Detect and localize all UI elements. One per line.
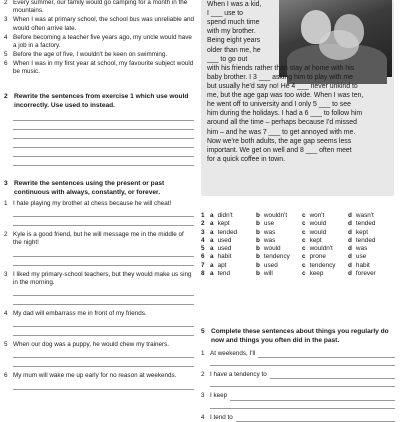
list-item: 2 I have a tendency to xyxy=(201,371,395,379)
answer-line[interactable] xyxy=(13,130,194,139)
reading-passage: When I was a kid, I ___ use to spend much time with my brother. Being eight years older than me, he ___ to go out with his friends rather than stay at home with his baby brother. I 3 ___ asking him to play with me but usually he'd say no! He 4 ___ never unkind to me, but the age gap was too wide. When I was ten, he went off to university and I only 5 ___ to see him during the holidays. I had a 6 ___ to follow him around all the time – perhaps because I'd missed him – and he was 7 ___ to get annoyed with me. Now we're both adults, the age gap seems less important. We get on well and 8 ___ often meet for a quick coffee in town. xyxy=(207,1,364,163)
answer-line[interactable] xyxy=(13,121,194,130)
exercise-3 xyxy=(4,180,194,392)
table-row: 8 a tend b will c keep d forever xyxy=(201,270,376,278)
answer-line[interactable] xyxy=(230,394,395,401)
answer-line[interactable] xyxy=(210,401,395,409)
list-item: 5 Before the age of five, I wouldn't be keen on swimming. xyxy=(4,51,168,59)
answer-line[interactable] xyxy=(13,148,194,157)
list-item: 4 I tend to xyxy=(201,414,395,422)
table-row: 3 a tended b was c would d kept xyxy=(201,228,368,236)
list-item: 3 I keep xyxy=(201,392,395,400)
reading-text-box xyxy=(201,0,394,196)
exercise-2-heading: 2 Rewrite the sentences from exercise 1 which use would incorrectly. Use used to instead. xyxy=(4,93,189,109)
answer-line[interactable] xyxy=(13,217,194,226)
table-row: 1 a didn't b wouldn't c won't d wasn't xyxy=(201,211,374,219)
answer-line[interactable] xyxy=(210,379,395,387)
answer-line[interactable] xyxy=(13,358,194,367)
table-row: 6 a habit b tendency c prone d use xyxy=(201,253,367,261)
list-item: 4 Before becoming a teacher five years ago, my uncle would have a job in a factory. xyxy=(4,33,192,49)
options-table xyxy=(201,212,395,278)
answer-line[interactable] xyxy=(13,257,194,266)
table-row: 4 a used b was c kept d tended xyxy=(201,236,376,244)
answer-line[interactable] xyxy=(270,372,395,379)
exercise-2 xyxy=(4,93,194,166)
list-item: 4 My dad will embarrass me in front of my friends. xyxy=(4,310,194,336)
answer-line[interactable] xyxy=(13,157,194,166)
answer-line[interactable] xyxy=(13,248,194,257)
table-row: 2 a kept b use c would d tended xyxy=(201,220,376,228)
list-item: 3 When I was at primary school, the school bus was unreliable and would often arrive late. xyxy=(4,16,194,32)
list-item: 2 Kyle is a good friend, but he will message me in the middle of the night! xyxy=(4,231,194,265)
answer-line[interactable] xyxy=(13,208,194,217)
answer-line[interactable] xyxy=(13,112,194,121)
answer-line[interactable] xyxy=(13,327,194,336)
exercise-5-heading: 5 Complete these sentences about things you regularly do now and things you often did in the past. xyxy=(201,328,389,344)
answer-line[interactable] xyxy=(13,296,194,305)
answer-line[interactable] xyxy=(13,139,194,148)
exercise-3-heading: 3 Rewrite the sentences using the present or past continuous with always, constantly, or forever. xyxy=(4,180,165,196)
list-item: 1 I hate playing my brother at chess because he will cheat! xyxy=(4,200,194,226)
answer-line[interactable] xyxy=(13,381,194,390)
answer-line[interactable] xyxy=(210,358,395,366)
list-item: 6 My mum will wake me up early for no reason at weekends. xyxy=(4,372,194,389)
list-item: 5 When our dog was a puppy, he would chew my trainers. xyxy=(4,341,194,367)
list-item: 2 Every summer, our family would go camping for a month in the mountains. xyxy=(4,0,188,15)
list-item: 1 At weekends, I'll xyxy=(201,350,395,358)
exercise-1-list xyxy=(4,0,194,78)
answer-line[interactable] xyxy=(13,318,194,327)
exercise-5 xyxy=(201,328,395,422)
list-item: 3 I liked my primary-school teachers, but they would make us sing in the morning. xyxy=(4,271,194,305)
list-item: 6 When I was in my first year at school, my favourite subject would be music. xyxy=(4,60,194,76)
table-row: 5 a used b would c wouldn't d was xyxy=(201,245,368,253)
table-row: 7 a apt b used c tendency d habit xyxy=(201,261,370,269)
answer-line[interactable] xyxy=(13,287,194,296)
answer-line[interactable] xyxy=(13,349,194,358)
answer-line[interactable] xyxy=(258,351,395,358)
answer-line[interactable] xyxy=(236,415,395,422)
